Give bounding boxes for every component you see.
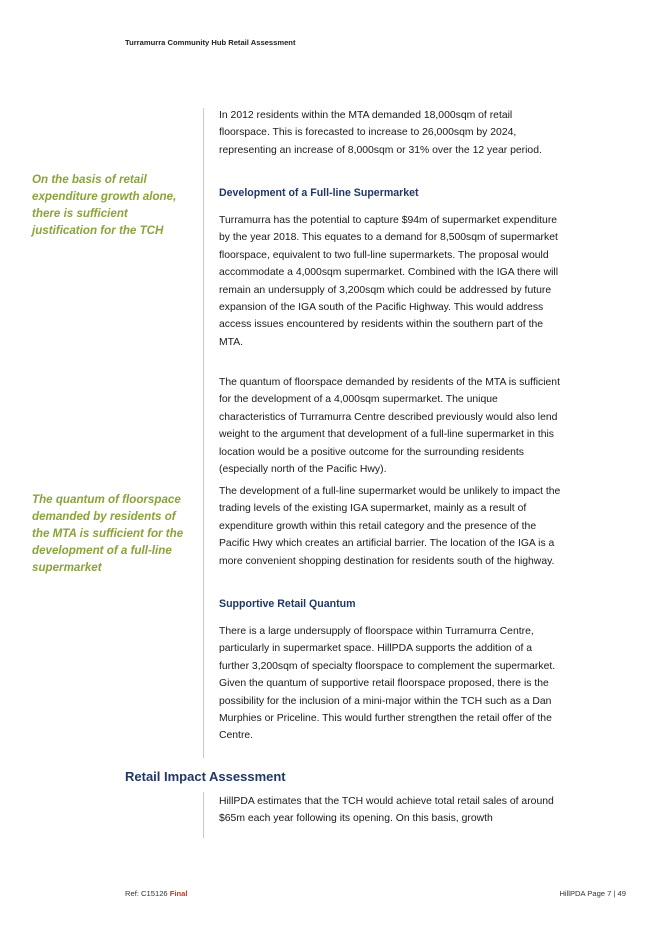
heading-full-line-supermarket: Development of a Full-line Supermarket <box>219 187 419 199</box>
running-header: Turramurra Community Hub Retail Assessment <box>125 38 296 47</box>
paragraph-text: HillPDA estimates that the TCH would achieve total retail sales of around $65m each year following its opening. On this basis, growth <box>219 796 554 825</box>
callout-expenditure-growth: On the basis of retail expenditure growth alone, there is sufficient justification for the TCH <box>32 173 177 237</box>
heading-supportive-retail-quantum: Supportive Retail Quantum <box>219 598 356 610</box>
reference-number: Ref: C15126 <box>125 889 168 898</box>
footer-reference <box>125 889 188 898</box>
paragraph-quantum-sufficient <box>219 374 561 478</box>
paragraph-text: In 2012 residents within the MTA demanded 18,000sqm of retail floorspace. This is forecasted to increase to 26,000sqm by 2024, representing an increase of 8,000sqm or 31% over the 12 year period. <box>219 110 542 156</box>
paragraph-tch-sales <box>219 793 561 828</box>
paragraph-text: There is a large undersupply of floorspace within Turramurra Centre, particularly in supermarket space. HillPDA supports the addition of a further 3,200sqm of specialty floorspace to complement the supermarket. Given the quantum of supportive retail floorspace proposed, there is the possibility for the inclusion of a mini-major within the TCH such as a Dan Murphies or Priceline. This would further strengthen the retail offer of the Centre. <box>219 626 556 742</box>
paragraph-iga-impact <box>219 483 561 570</box>
paragraph-text: The development of a full-line supermarket would be unlikely to impact the trading levels of the existing IGA supermarket, mainly as a result of expenditure growth within this retail category and the presence of the Pacific Hwy which creates an artificial barrier. The location of the IGA is a more convenient shopping destination for residents south of the highway. <box>219 486 561 567</box>
callout-floorspace-demand: The quantum of floorspace demanded by residents of the MTA is sufficient for the development of a full-line supermarket <box>32 493 184 574</box>
paragraph-supermarket-potential <box>219 212 561 351</box>
paragraph-floorspace-demand <box>219 107 561 159</box>
heading-retail-impact-assessment: Retail Impact Assessment <box>125 769 286 784</box>
paragraph-text: Turramurra has the potential to capture $94m of supermarket expenditure by the year 2018. This equates to a demand for 8,500sqm of supermarket floorspace, equivalent to two full-line supermarkets. The proposal would accommodate a 4,000sqm supermarket. Combined with the IGA there will remain an undersupply of 3,200sqm which could be addressed by future expansion of the IGA south of the Pacific Highway. This would address access issues encountered by residents within the southern part of the MTA. <box>219 215 559 348</box>
paragraph-specialty-floorspace <box>219 623 561 745</box>
paragraph-text: The quantum of floorspace demanded by residents of the MTA is sufficient for the development of a 4,000sqm supermarket. The unique characteristics of Turramurra Centre described previously would also lend weight to the argument that development of a full-line supermarket in this location would be a positive outcome for the surrounding residents (especially north of the Pacific Hwy). <box>219 377 560 476</box>
column-divider-top <box>203 108 204 758</box>
document-status: Final <box>169 889 188 898</box>
page-number: HillPDA Page 7 | 49 <box>559 889 626 898</box>
column-divider-bottom <box>203 792 204 838</box>
